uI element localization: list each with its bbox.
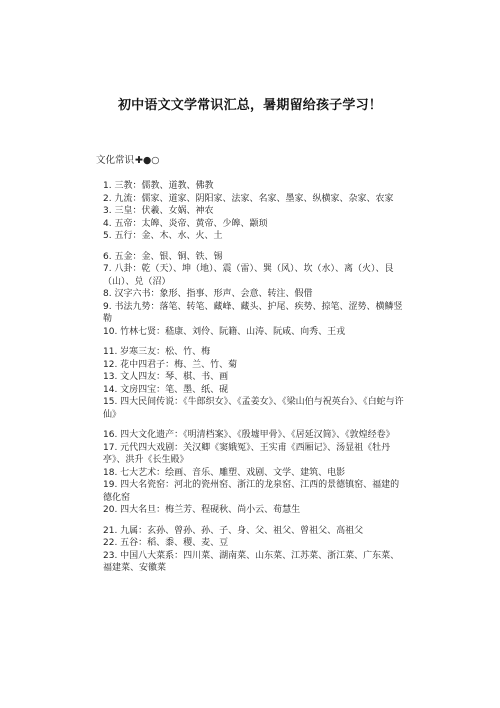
list-item: 11. 岁寒三友：松、竹、梅 xyxy=(103,347,211,357)
list-item: 2. 九流：儒家、道家、阴阳家、法家、名家、墨家、纵横家、杂家、农家 xyxy=(103,193,394,204)
list-item: 3. 三皇：伏羲、女娲、神农 xyxy=(103,206,214,216)
list-group xyxy=(103,429,408,517)
list-item: 17. 元代四大戏剧：关汉卿《窦娥冤》、王实甫《西厢记》、汤显祖《牡丹亭》、洪升《长生殿》 xyxy=(103,442,391,465)
list-item: 9. 书法九势：落笔、转笔、藏峰、藏头、护尾、疾势、掠笔、涩势、横鳞竖勒 xyxy=(103,301,403,324)
section-symbols: ✚●○ xyxy=(135,155,160,166)
list-item: 4. 五帝：太皞、炎帝、黄帝、少皞、颛顼 xyxy=(103,218,268,229)
list-group xyxy=(103,251,408,339)
section-heading xyxy=(96,152,160,166)
list-item: 12. 花中四君子：梅、兰、竹、菊 xyxy=(103,359,238,370)
list-item: 13. 文人四友：琴、棋、书、画 xyxy=(103,372,229,382)
list-item: 19. 四大名瓷窑：河北的瓷州窑、浙江的龙泉窑、江西的景德镇窑、福建的德化窑 xyxy=(103,480,400,503)
list-item: 23. 中国八大菜系：四川菜、湖南菜、山东菜、江苏菜、浙江菜、广东菜、福建菜、安徽菜 xyxy=(103,550,400,573)
knowledge-list xyxy=(103,180,408,575)
list-item: 6. 五金：金、银、铜、铁、锡 xyxy=(103,251,223,262)
list-item: 16. 四大文化遗产：《明清档案》、《殷墟甲骨》、《居延汉简》、《敦煌经卷》 xyxy=(103,430,395,440)
list-item: 8. 汉字六书：象形、指事、形声、会意、转注、假借 xyxy=(103,289,313,299)
list-item: 21. 九属：玄孙、曾孙、孙、子、身、父、祖父、曾祖父、高祖父 xyxy=(103,525,364,536)
group-spacer xyxy=(103,243,408,251)
list-group xyxy=(103,525,408,575)
list-item: 14. 文房四宝：笔、墨、纸、砚 xyxy=(103,384,229,395)
list-item: 10. 竹林七贤：嵇康、刘伶、阮籍、山涛、阮咸、向秀、王戎 xyxy=(103,326,346,337)
list-item: 1. 三教：儒教、道教、佛教 xyxy=(103,181,214,191)
list-item: 20. 四大名旦：梅兰芳、程砚秋、尚小云、荀慧生 xyxy=(103,505,301,515)
section-label: 文化常识 xyxy=(96,155,135,166)
list-item: 15. 四大民间传说：《牛郎织女》、《孟姜女》、《梁山伯与祝英台》、《白蛇与许仙》 xyxy=(103,397,404,420)
group-spacer xyxy=(103,421,408,429)
list-item: 5. 五行：金、木、水、火、土 xyxy=(103,231,223,241)
list-item: 18. 七大艺术：绘画、音乐、雕塑、戏剧、文学、建筑、电影 xyxy=(103,467,346,478)
list-item: 7. 八卦：乾（天）、坤（地）、震（雷）、巽（风）、坎（水）、离（火）、艮（山）、兑（沼） xyxy=(103,264,394,287)
list-item: 22. 五谷：稻、黍、稷、麦、豆 xyxy=(103,538,229,548)
group-spacer xyxy=(103,338,408,346)
list-group xyxy=(103,180,408,243)
page-title: 初中语文文学常识汇总，暑期留给孩子学习！ xyxy=(117,98,382,113)
group-spacer xyxy=(103,517,408,525)
list-group xyxy=(103,346,408,421)
